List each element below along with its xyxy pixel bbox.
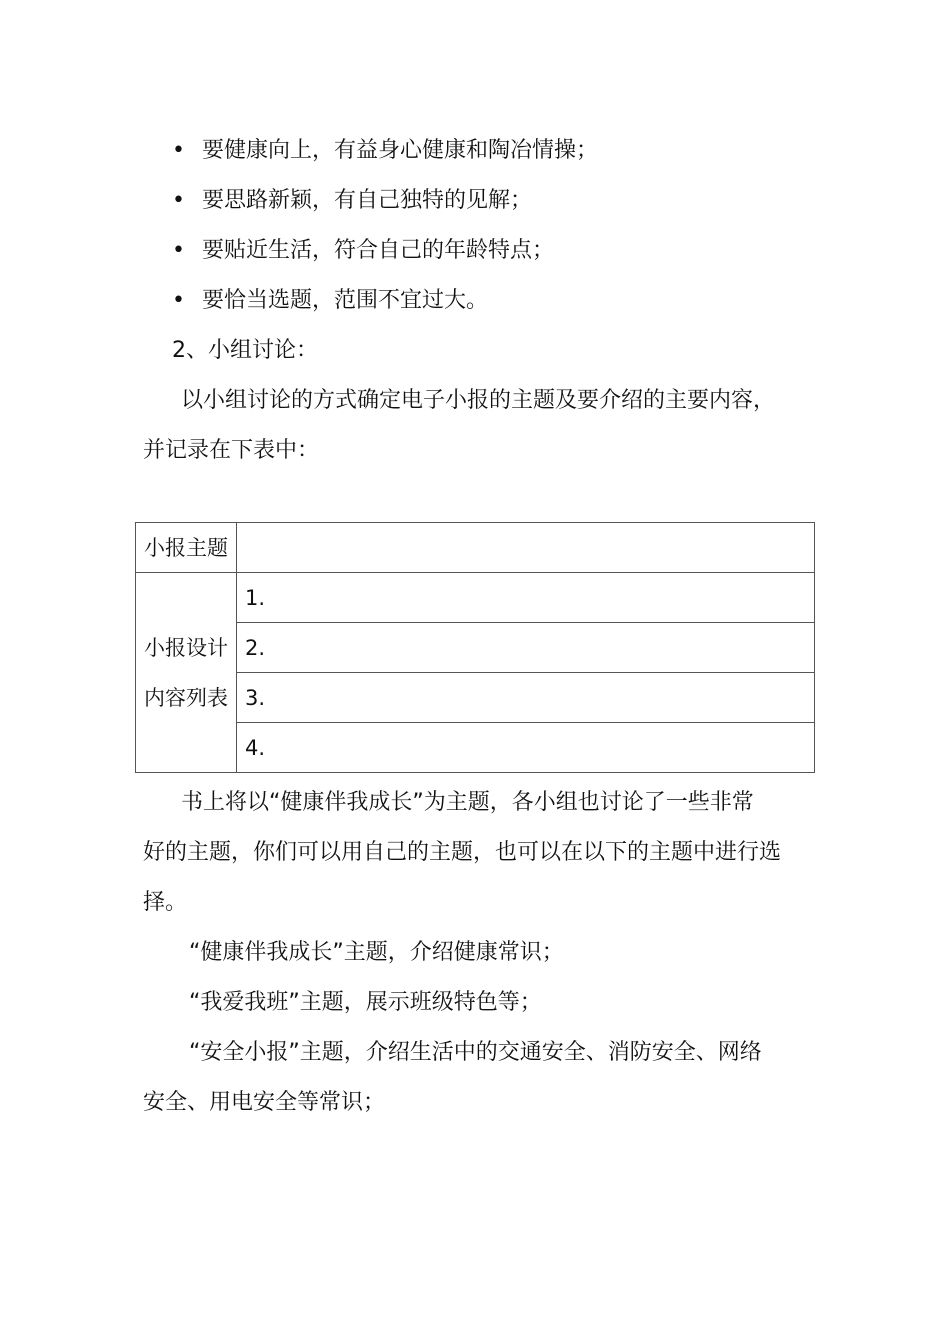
newspaper-plan-table (135, 522, 815, 773)
bullet-marker: • (172, 138, 185, 163)
table-row (136, 573, 815, 623)
theme-2: “我爱我班”主题，展示班级特色等； (189, 990, 542, 1015)
bullet-marker: • (172, 238, 185, 263)
content-label-line-2: 内容列表 (144, 685, 228, 710)
body-para1-line-2: 好的主题，你们可以用自己的主题，也可以在以下的主题中进行选 (143, 840, 782, 865)
table-row (136, 623, 815, 673)
content-label (136, 573, 237, 773)
content-item-2[interactable]: 2. (237, 623, 815, 673)
intro-line-2: 并记录在下表中： (143, 438, 320, 463)
content-label-line-1: 小报设计 (144, 635, 228, 660)
bullet-item-3: 要贴近生活，符合自己的年龄特点； (202, 238, 555, 263)
body-para1-line-1: 书上将以“健康伴我成长”为主题，各小组也讨论了一些非常 (181, 790, 754, 815)
content-item-1[interactable]: 1. (237, 573, 815, 623)
body-para1-line-3: 择。 (143, 890, 188, 915)
topic-label: 小报主题 (136, 523, 237, 573)
theme-1: “健康伴我成长”主题，介绍健康常识； (189, 940, 564, 965)
content-item-4[interactable]: 4. (237, 723, 815, 773)
table-row (136, 523, 815, 573)
bullet-item-1: 要健康向上，有益身心健康和陶冶情操； (202, 138, 599, 163)
theme-3-line-1: “安全小报”主题，介绍生活中的交通安全、消防安全、网络 (189, 1040, 762, 1065)
content-item-3[interactable]: 3. (237, 673, 815, 723)
theme-3-line-2: 安全、用电安全等常识； (143, 1090, 386, 1115)
table-row (136, 673, 815, 723)
intro-line-1: 以小组讨论的方式确定电子小报的主题及要介绍的主要内容， (181, 388, 776, 413)
bullet-item-4: 要恰当选题，范围不宜过大。 (202, 288, 489, 313)
section-heading: 2、小组讨论： (172, 338, 318, 363)
topic-value-cell[interactable] (237, 523, 815, 573)
bullet-item-2: 要思路新颖，有自己独特的见解； (202, 188, 533, 213)
bullet-marker: • (172, 188, 185, 213)
bullet-marker: • (172, 288, 185, 313)
table-row (136, 723, 815, 773)
